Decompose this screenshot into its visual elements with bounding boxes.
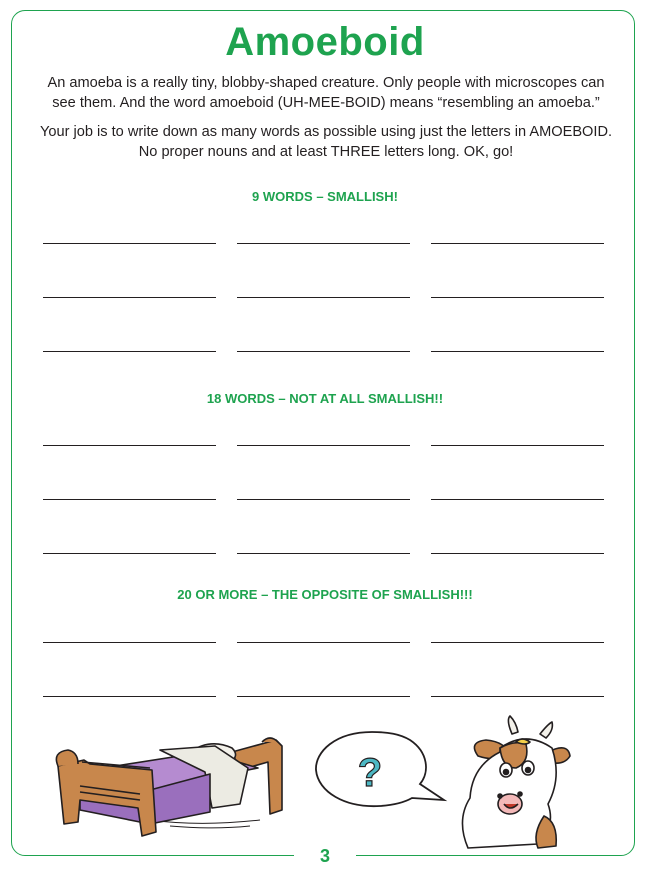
cow-illustration — [462, 716, 570, 848]
answer-line[interactable] — [237, 445, 410, 446]
answer-line[interactable] — [431, 499, 604, 500]
answer-line[interactable] — [43, 696, 216, 697]
answer-line[interactable] — [237, 553, 410, 554]
answer-line[interactable] — [237, 297, 410, 298]
page-number: 3 — [294, 846, 356, 866]
answer-line[interactable] — [43, 243, 216, 244]
illustration-svg — [0, 712, 650, 852]
answer-line[interactable] — [43, 351, 216, 352]
section-heading-not-smallish: 18 WORDS – NOT AT ALL SMALLISH!! — [206, 391, 444, 406]
instructions-paragraph: Your job is to write down as many words as possible using just the letters in AMOEBOID. No proper nouns and at least THREE letters long. OK, go! — [39, 124, 613, 160]
section-heading-smallish: 9 WORDS – SMALLISH! — [252, 189, 398, 204]
page-title: Amoeboid — [225, 20, 425, 64]
answer-line[interactable] — [237, 351, 410, 352]
answer-line[interactable] — [237, 642, 410, 643]
answer-line[interactable] — [43, 297, 216, 298]
answer-line[interactable] — [431, 696, 604, 697]
answer-line[interactable] — [431, 553, 604, 554]
answer-line[interactable] — [431, 445, 604, 446]
page-number-wrap — [0, 846, 650, 867]
answer-line[interactable] — [431, 642, 604, 643]
answer-line[interactable] — [431, 297, 604, 298]
illustrations — [0, 712, 650, 852]
section-heading-opposite-of-smallish: 20 OR MORE – THE OPPOSITE OF SMALLISH!!! — [177, 587, 473, 602]
answer-line[interactable] — [43, 553, 216, 554]
bed-illustration — [56, 738, 282, 836]
intro-paragraph: An amoeba is a really tiny, blobby-shaped creature. Only people with microscopes can see them. And the word amoeboid (UH-MEE-BOID) means “resembling an amoeba.” — [47, 75, 605, 111]
answer-line[interactable] — [431, 351, 604, 352]
answer-line[interactable] — [237, 696, 410, 697]
speech-bubble — [316, 732, 444, 806]
answer-line[interactable] — [237, 499, 410, 500]
answer-line[interactable] — [43, 445, 216, 446]
answer-line[interactable] — [43, 642, 216, 643]
answer-line[interactable] — [43, 499, 216, 500]
question-mark-glyph: ? — [357, 751, 383, 795]
answer-line[interactable] — [431, 243, 604, 244]
answer-line[interactable] — [237, 243, 410, 244]
